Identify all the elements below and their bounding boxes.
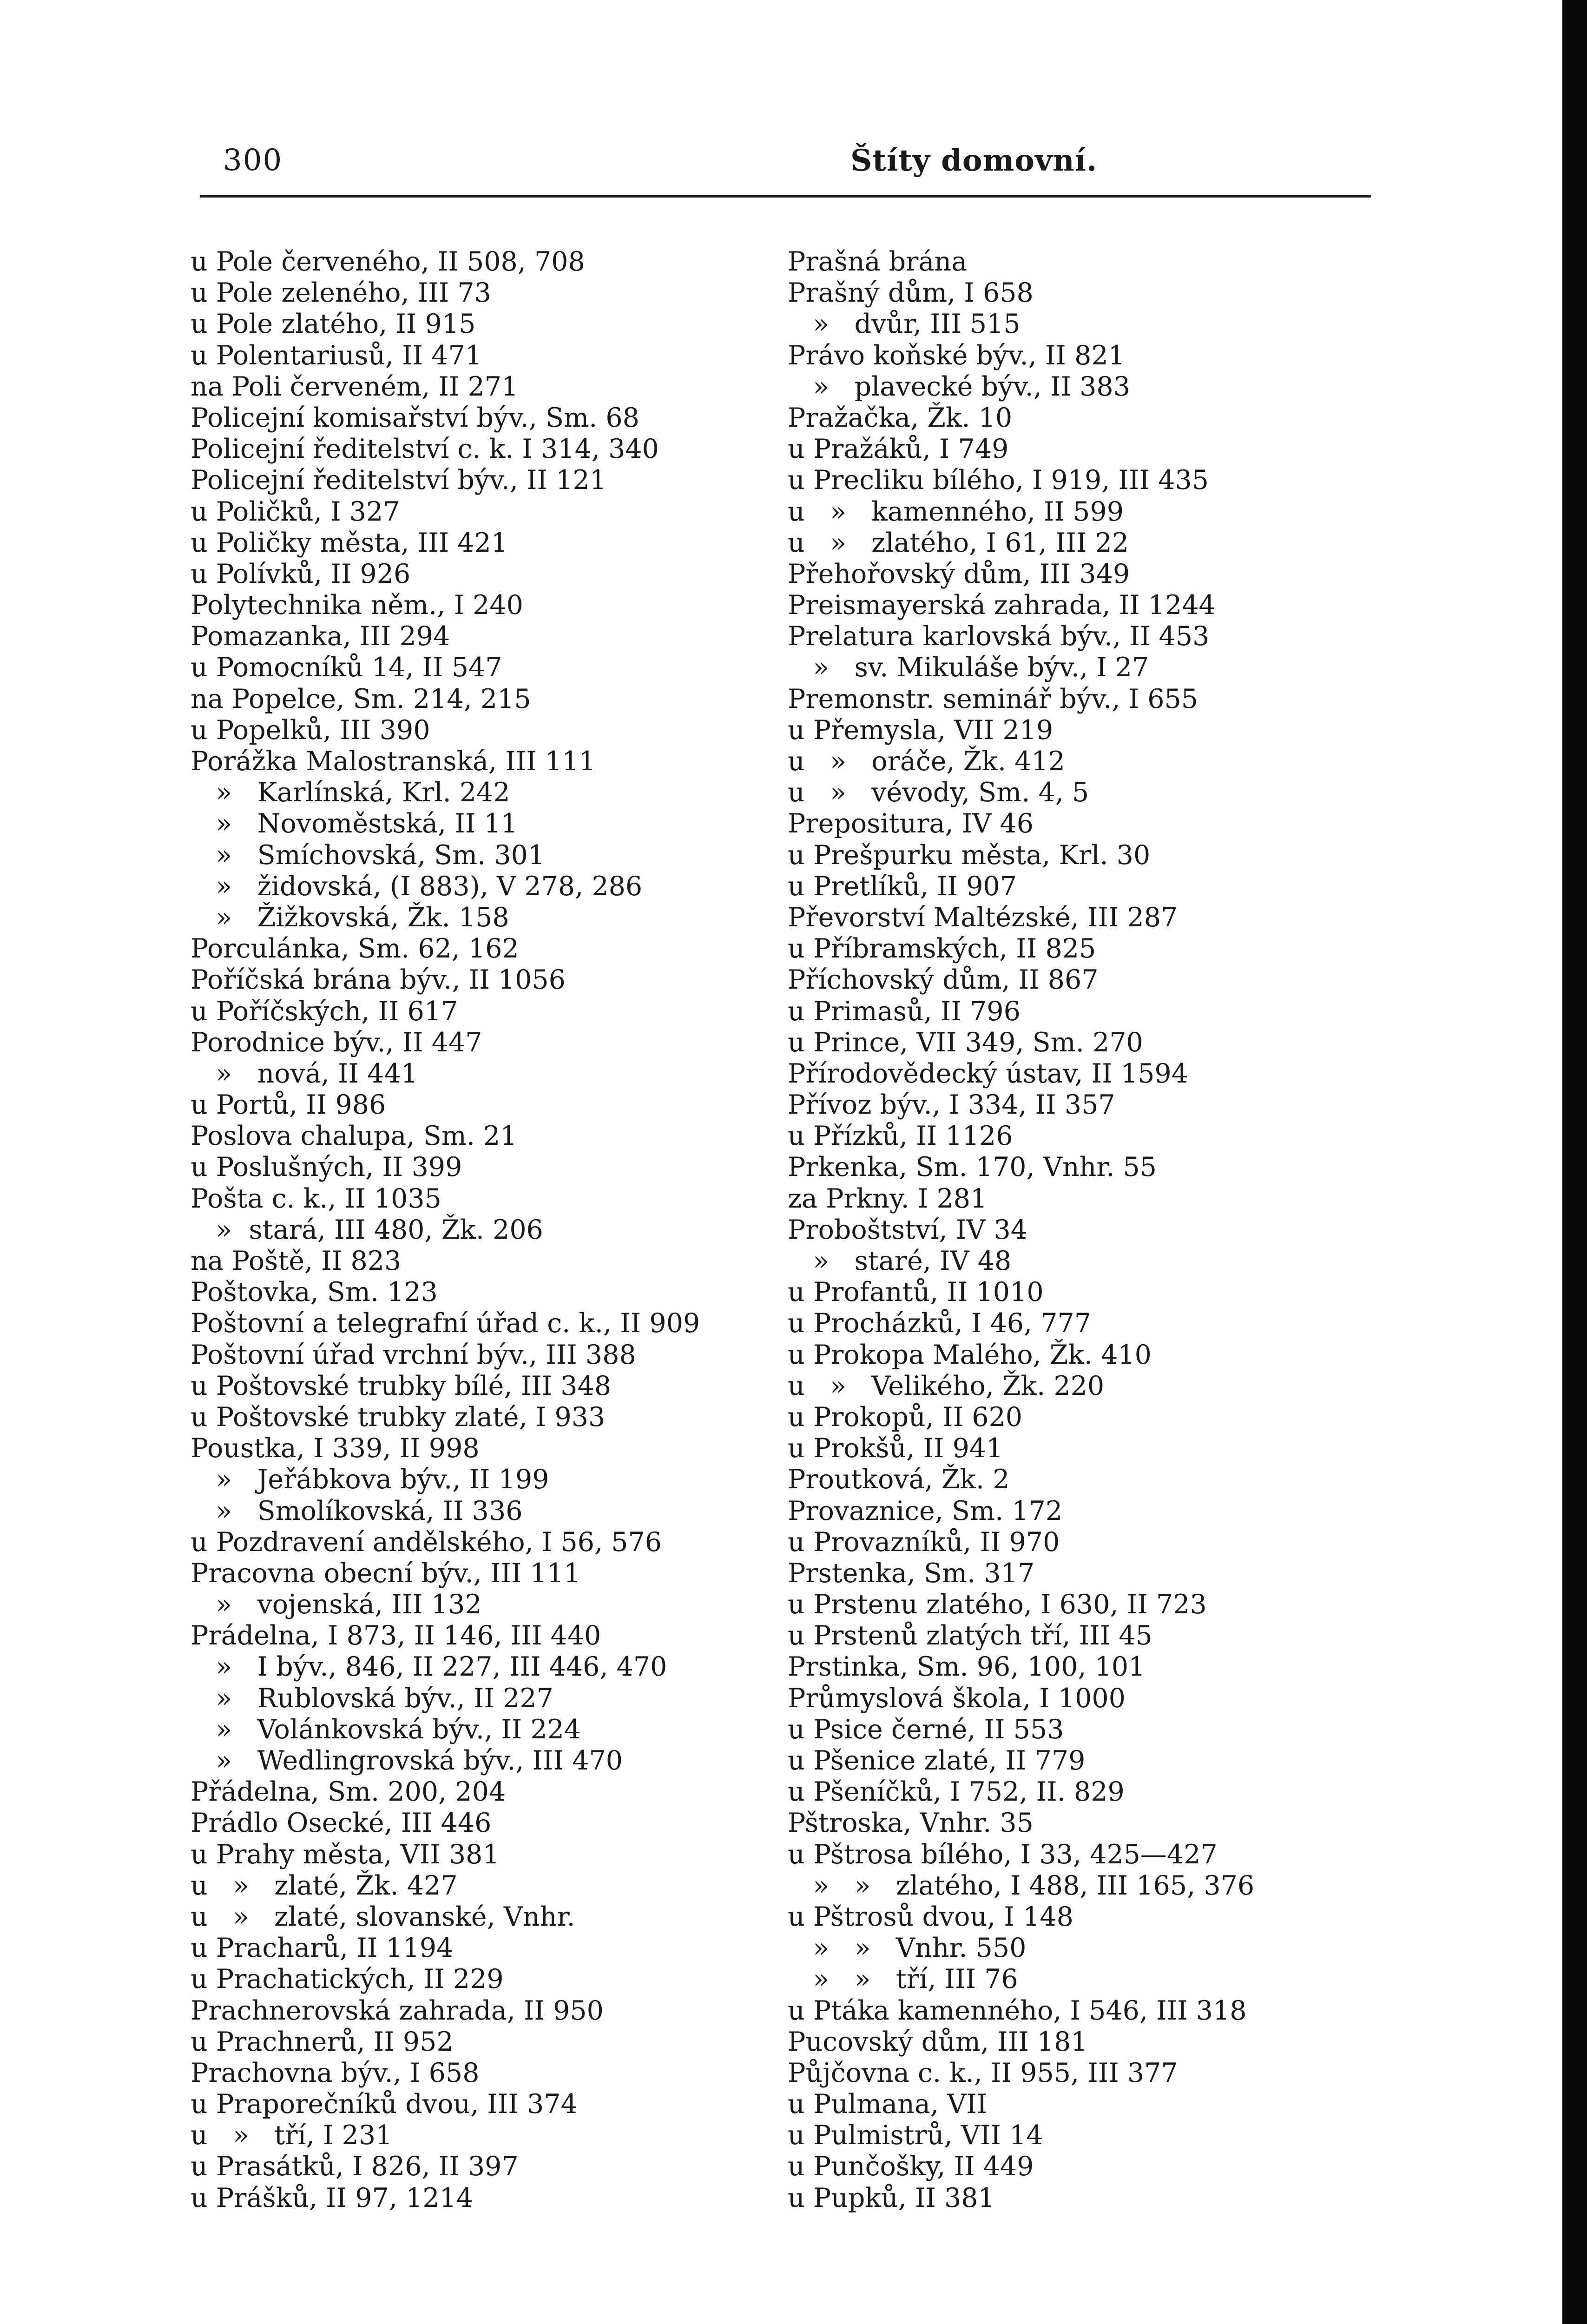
index-entry: Půjčovna c. k., II 955, III 377 xyxy=(788,2057,1178,2088)
index-entry: u Přemysla, VII 219 xyxy=(788,714,1054,746)
index-entry: Policejní komisařství býv., Sm. 68 xyxy=(191,402,639,433)
page-number: 300 xyxy=(223,143,283,178)
index-entry: » Novoměstská, II 11 xyxy=(191,808,518,839)
index-entry: u Provazníků, II 970 xyxy=(788,1526,1060,1558)
index-entry: u Prokopů, II 620 xyxy=(788,1401,1022,1433)
index-entry: u Portů, II 986 xyxy=(191,1089,386,1121)
index-entry: u Prasátků, I 826, II 397 xyxy=(191,2151,519,2182)
index-entry: Poslova chalupa, Sm. 21 xyxy=(191,1121,517,1152)
index-entry: u Prince, VII 349, Sm. 270 xyxy=(788,1027,1143,1058)
index-entry: Příchovský dům, II 867 xyxy=(788,964,1099,996)
index-entry: u Pražáků, I 749 xyxy=(788,434,1009,465)
index-entry: Policejní ředitelství c. k. I 314, 340 xyxy=(191,434,659,465)
index-entry: u Precliku bílého, I 919, III 435 xyxy=(788,465,1209,496)
index-entry: u Pole červeného, II 508, 708 xyxy=(191,246,585,277)
index-entry: Právo koňské býv., II 821 xyxy=(788,340,1125,371)
index-entry: u Profantů, II 1010 xyxy=(788,1277,1044,1308)
index-entry: u Pole zlatého, II 915 xyxy=(191,309,476,340)
index-entry: » Karlínská, Krl. 242 xyxy=(191,777,510,808)
index-entry: u » tří, I 231 xyxy=(191,2120,393,2151)
index-entry: Prachnerovská zahrada, II 950 xyxy=(191,1995,604,2026)
index-entry: u » vévody, Sm. 4, 5 xyxy=(788,777,1089,808)
index-entry: Prádlo Osecké, III 446 xyxy=(191,1808,492,1839)
index-entry: Přírodovědecký ústav, II 1594 xyxy=(788,1058,1188,1089)
index-entry: Pomazanka, III 294 xyxy=(191,621,450,652)
index-entry: u Polentariusů, II 471 xyxy=(191,340,482,371)
index-entry: u Primasů, II 796 xyxy=(788,996,1021,1027)
index-entry: » dvůr, III 515 xyxy=(788,309,1021,340)
index-entry: Poštovka, Sm. 123 xyxy=(191,1277,438,1308)
index-entry: » Wedlingrovská býv., III 470 xyxy=(191,1745,623,1776)
index-entry: Prstenka, Sm. 317 xyxy=(788,1558,1035,1589)
index-entry: » Rublovská býv., II 227 xyxy=(191,1683,553,1714)
index-entry: u Prachatických, II 229 xyxy=(191,1964,504,1995)
index-entry: u Ptáka kamenného, I 546, III 318 xyxy=(788,1995,1247,2026)
index-entry: » Smolíkovská, II 336 xyxy=(191,1495,523,1526)
index-entry: u Prokšů, II 941 xyxy=(788,1433,1003,1464)
index-entry: za Prkny. I 281 xyxy=(788,1183,988,1214)
index-entry: Prkenka, Sm. 170, Vnhr. 55 xyxy=(788,1152,1157,1183)
index-entry: na Popelce, Sm. 214, 215 xyxy=(191,683,531,714)
index-entry: Poříčská brána býv., II 1056 xyxy=(191,964,566,996)
index-entry: u Pole zeleného, III 73 xyxy=(191,277,491,309)
index-entry: Proboštství, IV 34 xyxy=(788,1214,1028,1245)
index-entry: u » zlatého, I 61, III 22 xyxy=(788,527,1129,558)
index-entry: Prádelna, I 873, II 146, III 440 xyxy=(191,1620,601,1651)
index-entry: Prachovna býv., I 658 xyxy=(191,2057,480,2088)
index-entry: u Pulmistrů, VII 14 xyxy=(788,2120,1043,2151)
index-entry: u Prstenu zlatého, I 630, II 723 xyxy=(788,1589,1207,1620)
index-entry: u » zlaté, Žk. 427 xyxy=(191,1870,458,1901)
index-entry: » nová, II 441 xyxy=(191,1058,418,1089)
index-entry: Porážka Malostranská, III 111 xyxy=(191,746,596,777)
index-entry: » Žižkovská, Žk. 158 xyxy=(191,902,509,933)
index-entry: u Prášků, II 97, 1214 xyxy=(191,2182,474,2213)
index-entry: » Jeřábkova býv., II 199 xyxy=(191,1464,549,1495)
page-header xyxy=(200,139,1371,198)
index-entry: u Psice černé, II 553 xyxy=(788,1714,1064,1745)
index-entry: u Pšeníčků, I 752, II. 829 xyxy=(788,1776,1125,1808)
index-entry: Premonstr. seminář býv., I 655 xyxy=(788,683,1198,714)
index-entry: » plavecké býv., II 383 xyxy=(788,371,1130,402)
index-entry: u Pretlíků, II 907 xyxy=(788,871,1017,902)
index-entry: na Poli červeném, II 271 xyxy=(191,371,519,402)
index-entry: » » tří, III 76 xyxy=(788,1964,1018,1995)
index-entry: u Popelků, III 390 xyxy=(191,714,430,746)
index-entry: Převorství Maltézské, III 287 xyxy=(788,902,1178,933)
index-entry: Prašná brána xyxy=(788,246,968,277)
index-entry: u Poříčských, II 617 xyxy=(191,996,458,1027)
index-entry: u Prachnerů, II 952 xyxy=(191,2026,454,2057)
index-entry: » staré, IV 48 xyxy=(788,1246,1012,1276)
index-entry: u » kamenného, II 599 xyxy=(788,496,1124,527)
index-entry: u Pracharů, II 1194 xyxy=(191,1933,454,1964)
index-entry: u Prešpurku města, Krl. 30 xyxy=(788,839,1151,871)
index-entry: » » zlatého, I 488, III 165, 376 xyxy=(788,1870,1255,1901)
index-entry: » sv. Mikuláše býv., I 27 xyxy=(788,652,1149,683)
index-entry: na Poště, II 823 xyxy=(191,1246,402,1276)
index-entry: Poustka, I 339, II 998 xyxy=(191,1433,480,1464)
index-entry: Policejní ředitelství býv., II 121 xyxy=(191,465,606,496)
index-entry: u Pštrosa bílého, I 33, 425—427 xyxy=(788,1839,1218,1870)
index-entry: Průmyslová škola, I 1000 xyxy=(788,1683,1126,1714)
index-entry: u Poštovské trubky zlaté, I 933 xyxy=(191,1401,606,1433)
index-entry: Porodnice býv., II 447 xyxy=(191,1027,482,1058)
index-entry: » židovská, (I 883), V 278, 286 xyxy=(191,871,643,902)
index-entry: Porculánka, Sm. 62, 162 xyxy=(191,933,519,964)
index-entry: u Pštrosů dvou, I 148 xyxy=(788,1901,1073,1932)
index-entry: Pražačka, Žk. 10 xyxy=(788,402,1013,433)
index-entry: Prepositura, IV 46 xyxy=(788,808,1034,839)
left-column xyxy=(191,246,781,2214)
index-entry: u Poslušných, II 399 xyxy=(191,1152,462,1183)
index-entry: » » Vnhr. 550 xyxy=(788,1933,1027,1964)
index-entry: » I býv., 846, II 227, III 446, 470 xyxy=(191,1651,667,1683)
index-entry: u Pulmana, VII xyxy=(788,2089,988,2120)
index-entry: Pucovský dům, III 181 xyxy=(788,2026,1088,2057)
index-entry: Poštovní a telegrafní úřad c. k., II 909 xyxy=(191,1308,700,1339)
index-entry: u Punčošky, II 449 xyxy=(788,2151,1034,2182)
index-entry: » Smíchovská, Sm. 301 xyxy=(191,839,545,871)
index-entry: Pracovna obecní býv., III 111 xyxy=(191,1558,581,1589)
index-entry: » vojenská, III 132 xyxy=(191,1589,482,1620)
index-entry: Přívoz býv., I 334, II 357 xyxy=(788,1089,1115,1121)
right-column xyxy=(788,246,1373,2214)
index-entry: u » Velikého, Žk. 220 xyxy=(788,1370,1105,1401)
index-entry: Pštroska, Vnhr. 35 xyxy=(788,1808,1034,1839)
index-entry: Pošta c. k., II 1035 xyxy=(191,1183,441,1214)
index-entry: u Poštovské trubky bílé, III 348 xyxy=(191,1370,612,1401)
index-entry: u Praporečníků dvou, III 374 xyxy=(191,2089,578,2120)
index-entry: u Prokopa Malého, Žk. 410 xyxy=(788,1339,1152,1370)
index-entry: u Poličky města, III 421 xyxy=(191,527,508,558)
index-entry: u » zlaté, slovanské, Vnhr. xyxy=(191,1901,575,1932)
index-entry: u Procházků, I 46, 777 xyxy=(788,1308,1092,1339)
index-entry: Proutková, Žk. 2 xyxy=(788,1464,1010,1495)
index-entry: u Polívků, II 926 xyxy=(191,558,411,589)
index-entry: Prstinka, Sm. 96, 100, 101 xyxy=(788,1651,1146,1683)
index-entry: Poštovní úřad vrchní býv., III 388 xyxy=(191,1339,636,1370)
index-entry: u Pšenice zlaté, II 779 xyxy=(788,1745,1086,1776)
index-entry: Provaznice, Sm. 172 xyxy=(788,1495,1063,1526)
index-entry: u Přízků, II 1126 xyxy=(788,1121,1013,1152)
index-entry: » Volánkovská býv., II 224 xyxy=(191,1714,581,1745)
index-entry: Preismayerská zahrada, II 1244 xyxy=(788,590,1216,621)
index-entry: Prašný dům, I 658 xyxy=(788,277,1034,309)
index-entry: u Prstenů zlatých tří, III 45 xyxy=(788,1620,1152,1651)
index-entry: Prelatura karlovská býv., II 453 xyxy=(788,621,1210,652)
index-entry: » stará, III 480, Žk. 206 xyxy=(191,1214,543,1245)
index-entry: u Pupků, II 381 xyxy=(788,2182,995,2213)
running-title: Štíty domovní. xyxy=(850,143,1098,178)
index-entry: u » oráče, Žk. 412 xyxy=(788,746,1065,777)
index-entry: u Prahy města, VII 381 xyxy=(191,1839,500,1870)
index-entry: u Poličků, I 327 xyxy=(191,496,400,527)
index-entry: Polytechnika něm., I 240 xyxy=(191,590,523,621)
index-entry: Přádelna, Sm. 200, 204 xyxy=(191,1776,506,1808)
index-entry: Přehořovský dům, III 349 xyxy=(788,558,1130,589)
index-entry: u Pozdravení andělského, I 56, 576 xyxy=(191,1526,662,1558)
index-entry: u Příbramských, II 825 xyxy=(788,933,1096,964)
index-entry: u Pomocníků 14, II 547 xyxy=(191,652,502,683)
scan-edge xyxy=(1562,0,1587,2324)
